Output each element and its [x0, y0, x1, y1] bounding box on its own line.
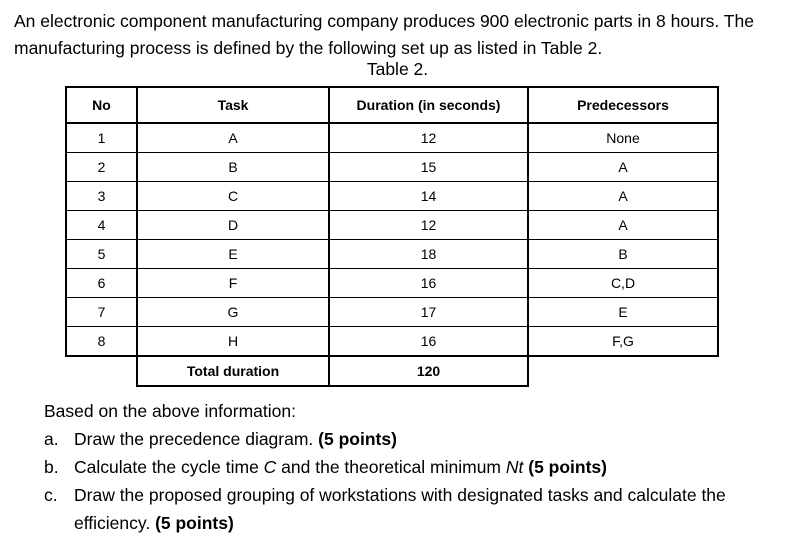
- question-points: (5 points): [528, 457, 607, 477]
- table-row: [66, 240, 718, 269]
- questions-block: [44, 397, 774, 537]
- question-text: [74, 425, 774, 453]
- question-marker: c.: [44, 485, 58, 505]
- cell-predecessors: E: [528, 298, 718, 327]
- task-table: [65, 86, 719, 387]
- cell-predecessors: None: [528, 123, 718, 153]
- cell-task: A: [137, 123, 329, 153]
- question-item: [44, 481, 774, 537]
- question-body: Calculate the cycle time: [74, 457, 264, 477]
- question-marker: a.: [44, 429, 59, 449]
- intro-paragraph: An electronic component manufacturing company produces 900 electronic parts in 8 hours. The manufacturing process is defined by the following set up as listed in Table 2.: [14, 11, 754, 58]
- question-text: [74, 453, 774, 481]
- table-caption: [0, 58, 787, 80]
- cell-no: 5: [66, 240, 137, 269]
- total-empty-cell: [66, 356, 137, 386]
- cell-task: E: [137, 240, 329, 269]
- questions-lead: Based on the above information:: [44, 401, 296, 421]
- cell-duration: 16: [329, 269, 528, 298]
- cell-duration: 12: [329, 211, 528, 240]
- question-points: (5 points): [318, 429, 397, 449]
- cell-duration: 14: [329, 182, 528, 211]
- cell-predecessors: B: [528, 240, 718, 269]
- question-body-middle: and the theoretical minimum: [276, 457, 506, 477]
- cell-duration: 16: [329, 327, 528, 357]
- cell-duration: 17: [329, 298, 528, 327]
- cell-no: 4: [66, 211, 137, 240]
- question-marker: b.: [44, 457, 59, 477]
- cell-predecessors: C,D: [528, 269, 718, 298]
- table-row: [66, 327, 718, 357]
- cell-predecessors: A: [528, 182, 718, 211]
- total-value: 120: [329, 356, 528, 386]
- cell-duration: 18: [329, 240, 528, 269]
- header-no: No: [66, 87, 137, 123]
- table-row: [66, 269, 718, 298]
- question-points: (5 points): [155, 513, 234, 533]
- cell-task: F: [137, 269, 329, 298]
- question-item: [44, 453, 774, 481]
- cell-no: 3: [66, 182, 137, 211]
- question-symbol-nt: Nt: [505, 457, 524, 477]
- header-predecessors: Predecessors: [528, 87, 718, 123]
- total-row: [66, 356, 718, 386]
- cell-task: H: [137, 327, 329, 357]
- cell-predecessors: F,G: [528, 327, 718, 357]
- cell-no: 1: [66, 123, 137, 153]
- table-header-row: [66, 87, 718, 123]
- cell-task: D: [137, 211, 329, 240]
- question-body: Draw the precedence diagram.: [74, 429, 319, 449]
- cell-no: 2: [66, 153, 137, 182]
- total-empty-cell: [528, 356, 718, 386]
- cell-no: 8: [66, 327, 137, 357]
- question-text: [74, 481, 774, 537]
- question-body: Draw the proposed grouping of workstations with designated tasks and calculate the efficiency.: [74, 485, 726, 533]
- cell-task: G: [137, 298, 329, 327]
- question-symbol-c: C: [263, 457, 277, 477]
- cell-predecessors: A: [528, 211, 718, 240]
- cell-predecessors: A: [528, 153, 718, 182]
- cell-no: 7: [66, 298, 137, 327]
- cell-duration: 15: [329, 153, 528, 182]
- table-row: [66, 123, 718, 153]
- table-row: [66, 211, 718, 240]
- table-row: [66, 182, 718, 211]
- cell-task: C: [137, 182, 329, 211]
- question-item: [44, 425, 774, 453]
- table-caption-text: Table 2.: [366, 59, 429, 79]
- cell-task: B: [137, 153, 329, 182]
- cell-no: 6: [66, 269, 137, 298]
- header-task: Task: [137, 87, 329, 123]
- questions-list: [44, 425, 774, 537]
- header-duration: Duration (in seconds): [329, 87, 528, 123]
- cell-duration: 12: [329, 123, 528, 153]
- total-label: Total duration: [137, 356, 329, 386]
- table-row: [66, 298, 718, 327]
- table-row: [66, 153, 718, 182]
